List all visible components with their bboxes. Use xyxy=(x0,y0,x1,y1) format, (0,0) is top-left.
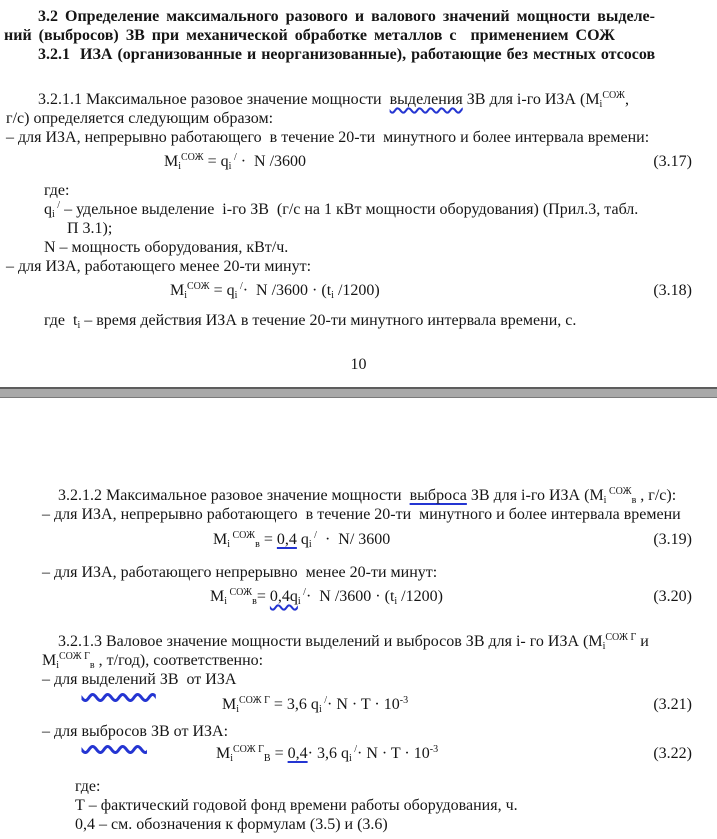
paragraph-3-2-1-2-line-1: 3.2.1.2 Максимальное разовое значение мощности выброса ЗВ для i-го ИЗА ($M_i$ $^{СОЖ}_в$ , г/с): xyxy=(58,486,677,506)
page-10 xyxy=(0,0,717,374)
formula-3-19-row xyxy=(0,527,717,555)
paragraph-3-2-1-1-line-1: 3.2.1.1 Максимальное разовое значение мощности выделения ЗВ для i-го ИЗА ($M_i^{СОЖ}$, xyxy=(38,90,629,110)
section-heading-3-2-line-2: ний (выбросов) ЗВ при механической обработке металлов с применением СОЖ xyxy=(4,27,615,44)
definition-n: N – мощность оборудования, кВт/ч. xyxy=(44,239,289,256)
definition-t-annual: Т – фактический годовой фонд времени работы оборудования, ч. xyxy=(75,797,518,814)
equation-number-3-22: (3.22) xyxy=(653,745,692,762)
definition-ti: где $t_i$ – время действия ИЗА в течение 20-ти минутного интервала времени, с. xyxy=(44,312,577,331)
definition-0-4: 0,4 – см. обозначения к формулам (3.5) и (3.6) xyxy=(75,816,388,833)
formula-3-21-row xyxy=(0,692,717,720)
page-11 xyxy=(0,398,717,834)
section-heading-3-2-line-1: 3.2 Определение максимального разового и валового значений мощности выделе- xyxy=(38,8,655,25)
formula-3-21-expression: $M_i^{СОЖ Г} = 3,6$ $q_i$ $^/\cdot N \cdot T \cdot 10^{-3}$ xyxy=(222,695,409,715)
formula-3-17-row xyxy=(0,149,717,177)
formula-3-18-row xyxy=(0,278,717,306)
formula-3-20-expression: $M_i$ $^{СОЖ}_в= 0,4q_i$ /· N $/3600 \cdot (t_i$ /1200) xyxy=(210,587,443,607)
equation-number-3-21: (3.21) xyxy=(653,696,692,713)
paragraph-3-2-1-3-line-2: $M_i^{СОЖ Г}_в$ , т/год), соответственно: xyxy=(42,651,264,671)
bullet-iza-continuous-20min: – для ИЗА, непрерывно работающего в течение 20-ти минутного и более интервала времени: xyxy=(6,129,650,146)
formula-3-18-expression: $M_i^{СОЖ} = q_i$ /· N $/3600 \cdot (t_i$ /1200) xyxy=(170,281,380,301)
where-label-2: где: xyxy=(75,778,101,795)
bullet-emissions-from-iza: – для выделений ЗВ от ИЗА xyxy=(42,671,237,688)
page-number: 10 xyxy=(350,356,367,373)
formula-3-22-expression: $M_i^{СОЖ Г}_В = 0,4\cdot 3,6$ $q_i$ $^/\cdot N \cdot T \cdot 10^{-3}$ xyxy=(216,744,439,764)
definition-qi-line-1: $q_i$ / – удельное выделение i-го ЗВ (г/с на 1 кВт мощности оборудования) (Прил.3, табл. xyxy=(44,200,639,220)
page-break-separator xyxy=(0,387,717,398)
formula-3-19-expression: $M_i$ $^{СОЖ}_в$ = 0,4 $q_i$ / · N/ 3600 xyxy=(213,530,391,550)
definition-qi-line-2: П 3.1); xyxy=(67,220,113,237)
equation-number-3-20: (3.20) xyxy=(653,588,692,605)
where-label-1: где: xyxy=(44,182,70,199)
bullet-iza-less-20min: – для ИЗА, работающего менее 20-ти минут: xyxy=(6,258,312,275)
bullet-discharges-from-iza: – для выбросов ЗВ от ИЗА: xyxy=(42,723,229,740)
equation-number-3-17: (3.17) xyxy=(653,153,692,170)
bullet-iza-continuous-20min-2: – для ИЗА, непрерывно работающего в течение 20-ти минутного и более интервала времени xyxy=(42,506,681,523)
equation-number-3-19: (3.19) xyxy=(653,531,692,548)
paragraph-3-2-1-3-line-1: 3.2.1.3 Валовое значение мощности выделений и выбросов ЗВ для i- го ИЗА ($M_i^{СОЖ Г}$ и xyxy=(58,632,649,652)
formula-3-22-row xyxy=(0,741,717,769)
section-heading-3-2-1: 3.2.1 ИЗА (организованные и неорганизованные), работающие без местных отсосов xyxy=(38,46,656,63)
paragraph-3-2-1-1-line-2: г/с) определяется следующим образом: xyxy=(6,110,274,127)
bullet-iza-continuous-less-20min: – для ИЗА, работающего непрерывно менее 20-ти минут: xyxy=(42,564,438,581)
formula-3-20-row xyxy=(0,584,717,612)
equation-number-3-18: (3.18) xyxy=(653,282,692,299)
formula-3-17-expression: $M_i^{СОЖ} = q_i$ / · N /3600 xyxy=(164,152,307,172)
